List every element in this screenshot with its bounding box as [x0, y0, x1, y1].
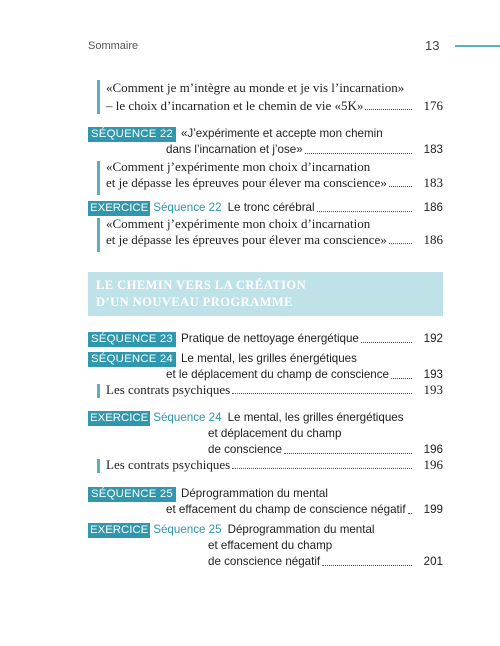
- page-number: 13: [425, 38, 440, 53]
- dot-leader: [305, 153, 412, 154]
- dot-leader: [391, 378, 412, 379]
- part-title-line: LE CHEMIN VERS LA CRÉATION: [96, 278, 307, 292]
- page-ref: 196: [423, 457, 443, 472]
- dot-leader: [389, 186, 412, 187]
- toc-entry-line: et effacement du champ: [208, 539, 333, 552]
- toc-entry-line: SÉQUENCE 22 «J’expérimente et accepte mon chemin: [88, 126, 443, 142]
- exercise-badge: EXERCICE: [90, 202, 149, 214]
- toc-entry-line: EXERCICE Séquence 24 Le mental, les grilles énergétiques: [90, 411, 404, 424]
- toc-entry[interactable]: et effacement du champ de conscience négatif 199: [166, 503, 443, 516]
- dot-leader: [365, 109, 412, 110]
- toc-entry[interactable]: EXERCICE Séquence 22 Le tronc cérébral 186: [90, 201, 443, 214]
- exercise-badge: EXERCICE: [90, 524, 149, 536]
- toc-entry[interactable]: Les contrats psychiques 196: [106, 457, 443, 472]
- sequence-badge: SÉQUENCE 23: [88, 332, 176, 347]
- page-ref: 193: [423, 382, 443, 397]
- dot-leader: [361, 342, 412, 343]
- dot-leader: [389, 243, 412, 244]
- sequence-badge: SÉQUENCE 22: [88, 127, 176, 142]
- exercise-badge: EXERCICE: [90, 412, 149, 424]
- page-ref: 176: [423, 98, 443, 113]
- quote-bar: [97, 80, 100, 114]
- toc-entry[interactable]: SÉQUENCE 23 Pratique de nettoyage énergétique 192: [88, 331, 443, 347]
- toc-entry-line: et déplacement du champ: [208, 427, 342, 440]
- part-title-line: D’UN NOUVEAU PROGRAMME: [96, 295, 293, 309]
- sequence-ref: Séquence 24: [153, 411, 222, 424]
- page-ref: 192: [423, 332, 443, 345]
- quote-bar: [97, 161, 100, 195]
- running-header-title: Sommaire: [88, 40, 139, 52]
- sequence-badge: SÉQUENCE 25: [88, 487, 176, 502]
- header-accent-rule: [455, 45, 500, 47]
- quote-bar: [97, 459, 100, 473]
- toc-entry-line: «Comment je m’intègre au monde et je vis l’incarnation»: [106, 80, 405, 95]
- toc-entry[interactable]: dans l’incarnation et j’ose» 183: [166, 143, 443, 156]
- toc-entry-line: «Comment j’expérimente mon choix d’incarnation: [106, 216, 371, 231]
- toc-entry[interactable]: Les contrats psychiques 193: [106, 382, 443, 397]
- quote-bar: [97, 384, 100, 398]
- page-ref: 186: [423, 232, 443, 247]
- page-ref: 183: [423, 143, 443, 156]
- toc-entry[interactable]: et le déplacement du champ de conscience 193: [166, 368, 443, 381]
- toc-entry-line: SÉQUENCE 25 Déprogrammation du mental: [88, 486, 443, 502]
- dot-leader: [232, 393, 412, 394]
- sequence-badge: SÉQUENCE 24: [88, 352, 176, 367]
- toc-entry-line: SÉQUENCE 24 Le mental, les grilles énergétiques: [88, 351, 443, 367]
- toc-entry-line: EXERCICE Séquence 25 Déprogrammation du mental: [90, 523, 375, 536]
- quote-bar: [97, 218, 100, 252]
- toc-entry[interactable]: de conscience 196: [208, 443, 443, 456]
- sequence-ref: Séquence 25: [153, 523, 222, 536]
- dot-leader: [408, 513, 412, 514]
- page-ref: 193: [423, 368, 443, 381]
- toc-entry[interactable]: et je dépasse les épreuves pour élever ma conscience» 186: [106, 232, 443, 247]
- toc-entry-line: «Comment j’expérimente mon choix d’incarnation: [106, 159, 371, 174]
- toc-entry[interactable]: de conscience négatif 201: [208, 555, 443, 568]
- toc-entry[interactable]: – le choix d’incarnation et le chemin de vie «5K» 176: [106, 98, 443, 113]
- sequence-ref: Séquence 22: [153, 201, 222, 214]
- part-banner: [88, 272, 443, 316]
- dot-leader: [322, 565, 412, 566]
- page-ref: 201: [423, 555, 443, 568]
- page-ref: 199: [423, 503, 443, 516]
- page-ref: 183: [423, 175, 443, 190]
- dot-leader: [284, 453, 412, 454]
- page-ref: 196: [423, 443, 443, 456]
- dot-leader: [317, 211, 412, 212]
- toc-entry[interactable]: et je dépasse les épreuves pour élever ma conscience» 183: [106, 175, 443, 190]
- page-ref: 186: [423, 201, 443, 214]
- dot-leader: [232, 468, 412, 469]
